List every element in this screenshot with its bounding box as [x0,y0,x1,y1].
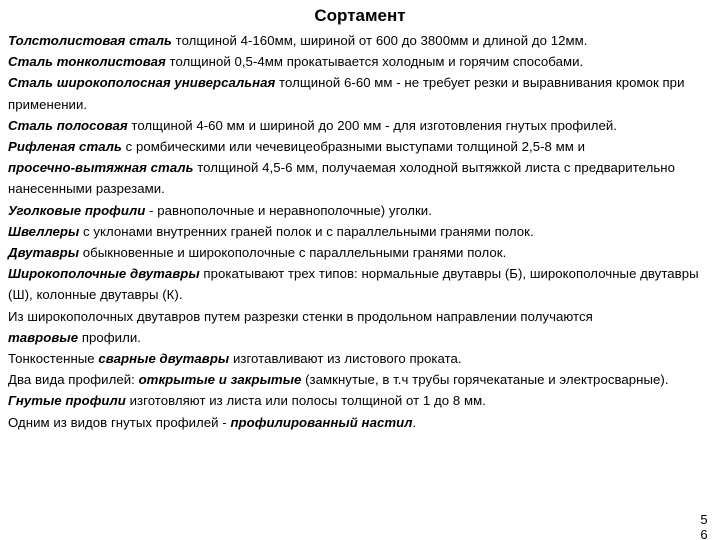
term: Широкополочные двутавры [8,266,200,282]
term-description: толщиной 4-60 мм и шириной до 200 мм - для изготовления гнутых профилей. [127,117,618,133]
paragraph-checkered-steel [8,136,714,157]
page-number-digit: 6 [700,527,708,540]
term-description: толщиной 6-60 мм - не требует резки и выравнивания кромок при применении. [8,75,685,112]
paragraph-i-beams [8,242,714,263]
text-line: . [412,414,417,430]
body-text [8,30,714,433]
paragraph-tee [8,327,714,348]
paragraph-universal-strip [8,72,714,114]
term-description: с уклонами внутренних граней полок и с параллельными гранями полок. [79,223,534,239]
term: Сталь широкополосная универсальная [8,75,276,91]
term: Сталь тонколистовая [8,54,166,70]
text-line: Из широкополочных двутавров путем разрезки стенки в продольном направлении получаются [8,308,593,324]
paragraph-angles [8,200,714,221]
paragraph-expanded-steel [8,157,714,199]
page-number [696,512,712,540]
term: Двутавры [8,245,80,261]
term: Сталь полосовая [8,117,128,133]
paragraph-bent-profiles [8,390,714,411]
term: просечно-вытяжная сталь [8,160,194,176]
paragraph-profile-types [8,369,714,390]
term-description: обыкновенные и широкополочные с параллельными гранями полок. [79,245,507,261]
text-line: изготавливают из листового проката. [229,351,462,367]
term: Гнутые профили [8,393,126,409]
text-line: Два вида профилей: [8,372,139,388]
paragraph-welded-beams [8,348,714,369]
paragraph-deck [8,412,714,433]
term-description: толщиной 4-160мм, шириной от 600 до 3800мм и длиной до 12мм. [171,33,588,48]
term-description: с ромбическими или чечевицеобразными выступами толщиной 2,5-8 мм и [121,139,586,155]
term: профилированный настил [230,414,413,430]
term: тавровые [8,329,79,345]
term-description: толщиной 4,5-6 мм, получаемая холодной вытяжкой листа с предварительно нанесенными разрезами. [8,160,675,197]
text-line: Одним из видов гнутых профилей - [8,414,231,430]
text-line: изготовляют из листа или полосы толщиной от 1 до 8 мм. [125,393,486,409]
term: Толстолистовая сталь [8,33,172,48]
page-title: Сортамент [314,6,406,25]
term: Рифленая сталь [8,139,122,155]
paragraph-thin-sheet [8,51,714,72]
paragraph-thick-sheet [8,30,714,51]
page-number-digit: 5 [700,512,708,527]
text-line: (замкнутые, в т.ч трубы горячекатаные и электросварные). [301,372,669,388]
term-description: толщиной 0,5-4мм прокатывается холодным и горячим способами. [165,54,584,70]
text-line: Тонкостенные [8,351,99,367]
paragraph-strip-steel [8,115,714,136]
paragraph-wide-flange [8,263,714,305]
term-description: прокатывают трех типов: нормальные двутавры (Б), широкополочные двутавры (Ш), колонные двутавры (К). [8,266,699,303]
term-description: - равнополочные и неравнополочные) уголки. [145,202,432,218]
term: Уголковые профили [8,202,146,218]
paragraph-channels [8,221,714,242]
term: сварные двутавры [98,351,230,367]
term: Швеллеры [8,223,80,239]
term: открытые и закрытые [138,372,302,388]
text-line: профили. [78,329,141,345]
paragraph-tee-intro [8,306,714,327]
